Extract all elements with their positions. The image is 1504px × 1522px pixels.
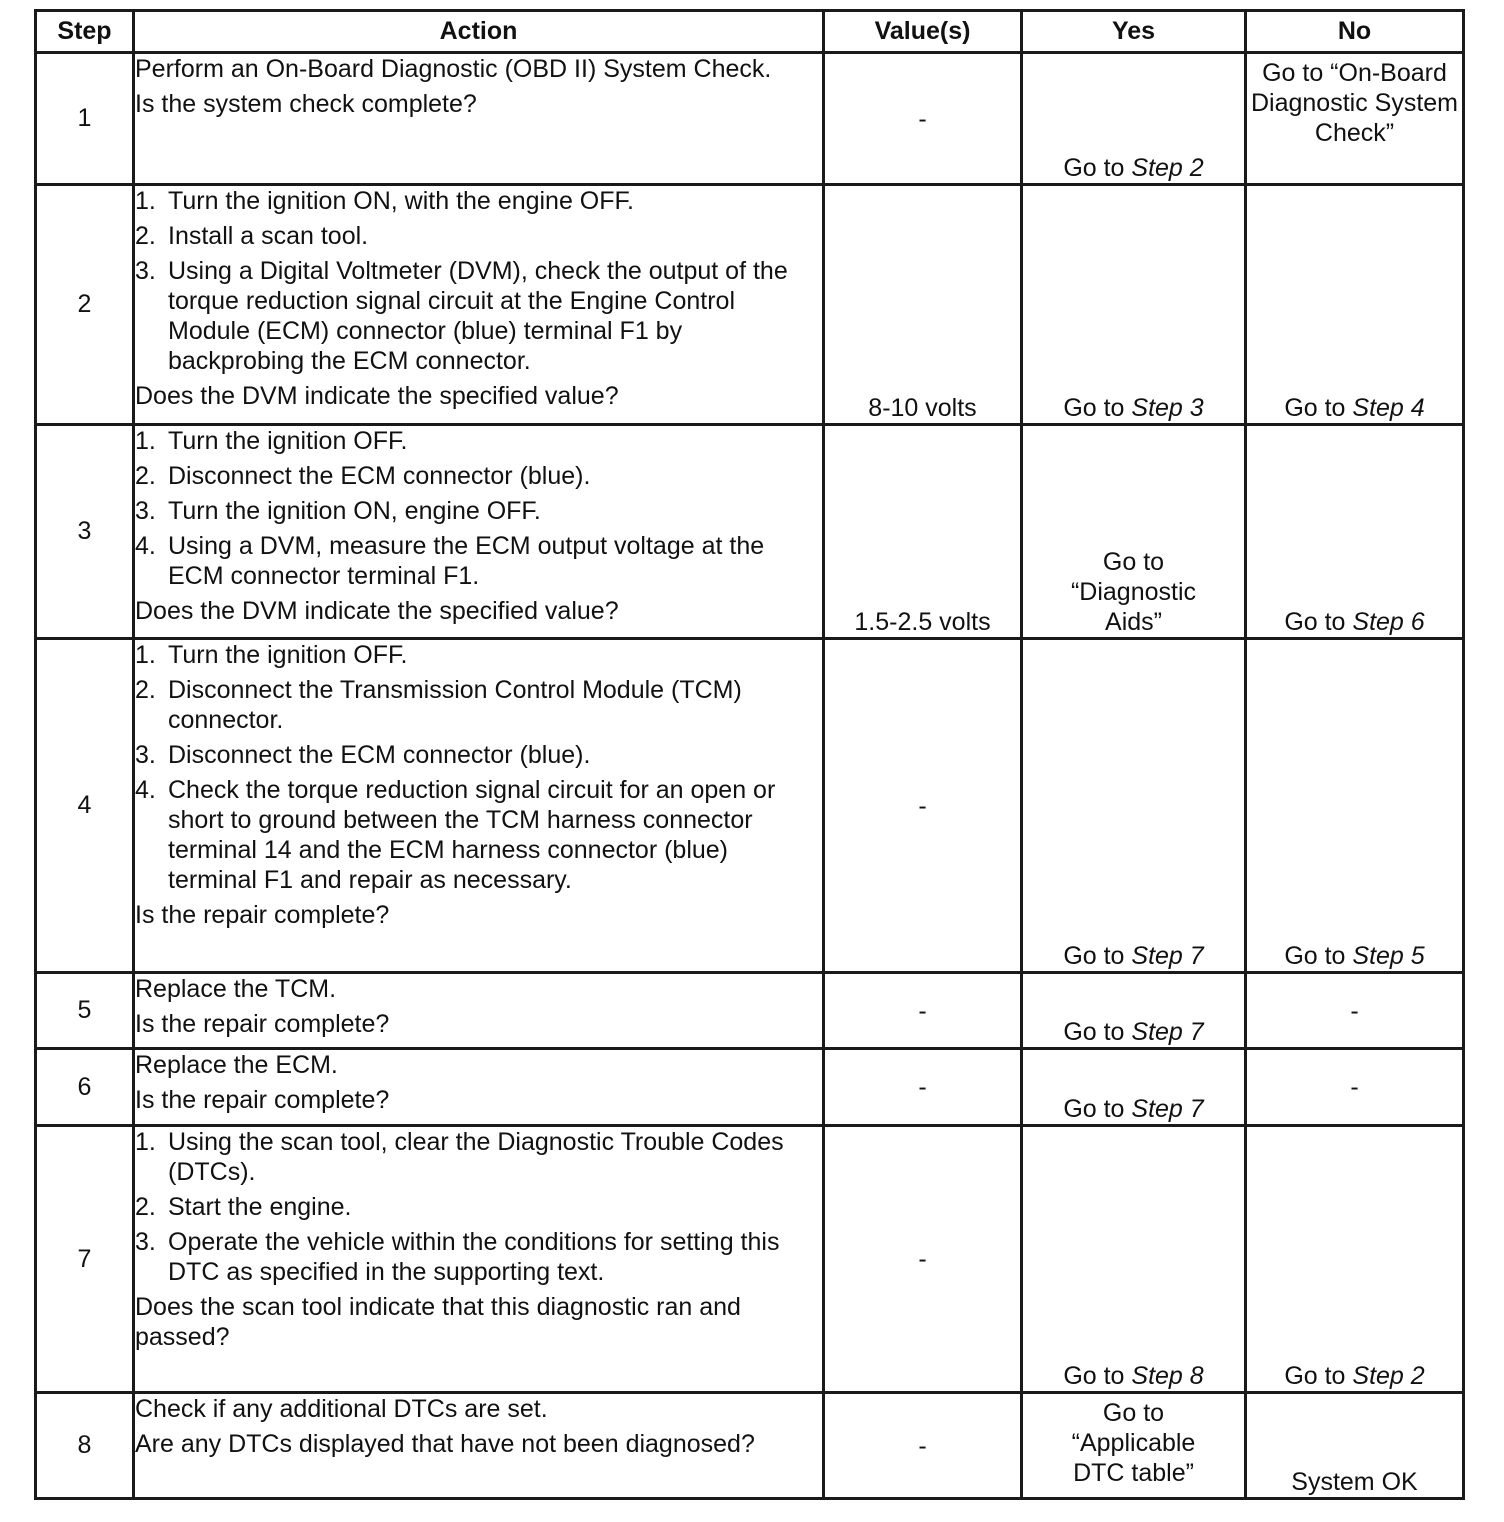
action-step: 4. Using a DVM, measure the ECM output voltage at the ECM connector terminal F1.	[135, 532, 765, 590]
no-step-link[interactable]: Step 6	[1352, 608, 1425, 636]
header-action: Action	[134, 11, 824, 53]
yes-prefix: Go to	[1063, 1018, 1132, 1046]
no-cell: -	[1246, 1049, 1464, 1126]
no-cell[interactable]: Go to “On-Board Diagnostic System Check”	[1246, 53, 1464, 185]
step-number: 8	[36, 1393, 134, 1499]
no-cell	[1246, 1126, 1464, 1393]
yes-cell	[1022, 1126, 1246, 1393]
table-row	[36, 1126, 1464, 1393]
action-steps	[135, 426, 822, 591]
action-cell	[134, 425, 824, 639]
no-cell	[1246, 639, 1464, 973]
value-cell: -	[824, 1049, 1022, 1126]
yes-cell[interactable]: Go to “Diagnostic Aids”	[1022, 425, 1246, 639]
no-step-link[interactable]: Step 4	[1352, 394, 1425, 422]
header-values: Value(s)	[824, 11, 1022, 53]
step-number: 5	[36, 973, 134, 1049]
yes-prefix: Go to	[1063, 394, 1132, 422]
yes-cell	[1022, 1049, 1246, 1126]
value-cell: 1.5-2.5 volts	[824, 425, 1022, 639]
no-cell: -	[1246, 973, 1464, 1049]
yes-cell	[1022, 973, 1246, 1049]
no-cell	[1246, 425, 1464, 639]
action-cell	[134, 973, 824, 1049]
no-step-link[interactable]: Step 2	[1352, 1362, 1425, 1390]
action-steps	[135, 640, 822, 895]
yes-step-link[interactable]: Step 8	[1131, 1362, 1204, 1390]
action-step: 3. Disconnect the ECM connector (blue).	[135, 741, 591, 769]
action-question: Is the repair complete?	[135, 901, 390, 929]
action-steps	[135, 1127, 822, 1287]
value-cell: -	[824, 973, 1022, 1049]
no-prefix: Go to	[1284, 608, 1353, 636]
step-number: 3	[36, 425, 134, 639]
yes-prefix: Go to	[1063, 1362, 1132, 1390]
value-cell: -	[824, 53, 1022, 185]
no-prefix: Go to	[1284, 394, 1353, 422]
yes-step-link[interactable]: Step 7	[1131, 1018, 1204, 1046]
step-number: 4	[36, 639, 134, 973]
no-cell: System OK	[1246, 1393, 1464, 1499]
yes-step-link[interactable]: Step 2	[1131, 154, 1204, 182]
action-cell	[134, 53, 824, 185]
table-row	[36, 185, 1464, 425]
action-question: Does the DVM indicate the specified value?	[135, 597, 619, 625]
action-step: 3. Turn the ignition ON, engine OFF.	[135, 497, 541, 525]
action-step: 4. Check the torque reduction signal circuit for an open or short to ground between the TCM harness connector terminal 14 and the ECM harness connector (blue) terminal F1 and repair as necessary.	[135, 776, 776, 894]
yes-step-link[interactable]: Step 3	[1131, 394, 1204, 422]
action-step: 1. Turn the ignition ON, with the engine OFF.	[135, 187, 634, 215]
action-question: Does the DVM indicate the specified value?	[135, 382, 619, 410]
table-row	[36, 1049, 1464, 1126]
no-prefix: Go to	[1284, 1362, 1353, 1390]
table-row	[36, 425, 1464, 639]
action-cell	[134, 639, 824, 973]
no-step-link[interactable]: Step 5	[1352, 942, 1425, 970]
action-question: Is the repair complete?	[135, 1086, 390, 1114]
action-question: Is the repair complete?	[135, 1010, 390, 1038]
action-question: Is the system check complete?	[135, 90, 477, 118]
action-step: 1. Turn the ignition OFF.	[135, 427, 408, 455]
yes-cell	[1022, 185, 1246, 425]
value-cell: -	[824, 639, 1022, 973]
action-step: 2. Disconnect the ECM connector (blue).	[135, 462, 591, 490]
action-instruction: Replace the ECM.	[135, 1051, 338, 1079]
action-step: 1. Using the scan tool, clear the Diagnostic Trouble Codes (DTCs).	[135, 1128, 784, 1186]
step-number: 1	[36, 53, 134, 185]
table-row	[36, 53, 1464, 185]
action-instruction: Check if any additional DTCs are set.	[135, 1395, 548, 1423]
yes-cell	[1022, 639, 1246, 973]
diagnostic-table	[34, 9, 1465, 1500]
header-step: Step	[36, 11, 134, 53]
action-question: Are any DTCs displayed that have not been diagnosed?	[135, 1430, 755, 1458]
value-cell: -	[824, 1393, 1022, 1499]
action-step: 3. Operate the vehicle within the conditions for setting this DTC as specified in the supporting text.	[135, 1228, 780, 1286]
table-row	[36, 639, 1464, 973]
action-instruction: Replace the TCM.	[135, 975, 337, 1003]
yes-step-link[interactable]: Step 7	[1131, 942, 1204, 970]
yes-prefix: Go to	[1063, 154, 1132, 182]
action-cell	[134, 185, 824, 425]
action-step: 2. Disconnect the Transmission Control Module (TCM) connector.	[135, 676, 742, 734]
header-no: No	[1246, 11, 1464, 53]
action-step: 2. Start the engine.	[135, 1193, 352, 1221]
action-step: 2. Install a scan tool.	[135, 222, 369, 250]
value-cell: 8-10 volts	[824, 185, 1022, 425]
action-cell	[134, 1049, 824, 1126]
header-row	[36, 11, 1464, 53]
header-yes: Yes	[1022, 11, 1246, 53]
action-step: 1. Turn the ignition OFF.	[135, 641, 408, 669]
action-instruction: Perform an On-Board Diagnostic (OBD II) System Check.	[135, 55, 772, 83]
no-cell	[1246, 185, 1464, 425]
yes-prefix: Go to	[1063, 942, 1132, 970]
action-steps	[135, 186, 822, 376]
step-number: 2	[36, 185, 134, 425]
yes-cell	[1022, 53, 1246, 185]
step-number: 6	[36, 1049, 134, 1126]
action-question: Does the scan tool indicate that this diagnostic ran and passed?	[135, 1293, 741, 1351]
yes-prefix: Go to	[1063, 1095, 1132, 1123]
table-row	[36, 973, 1464, 1049]
action-step: 3. Using a Digital Voltmeter (DVM), check the output of the torque reduction signal circuit at the Engine Control Module (ECM) connector (blue) terminal F1 by backprobing the ECM connector.	[135, 257, 788, 375]
step-number: 7	[36, 1126, 134, 1393]
yes-cell[interactable]: Go to “Applicable DTC table”	[1022, 1393, 1246, 1499]
value-cell: -	[824, 1126, 1022, 1393]
action-cell	[134, 1393, 824, 1499]
table-row	[36, 1393, 1464, 1499]
no-prefix: Go to	[1284, 942, 1353, 970]
action-cell	[134, 1126, 824, 1393]
yes-step-link[interactable]: Step 7	[1131, 1095, 1204, 1123]
